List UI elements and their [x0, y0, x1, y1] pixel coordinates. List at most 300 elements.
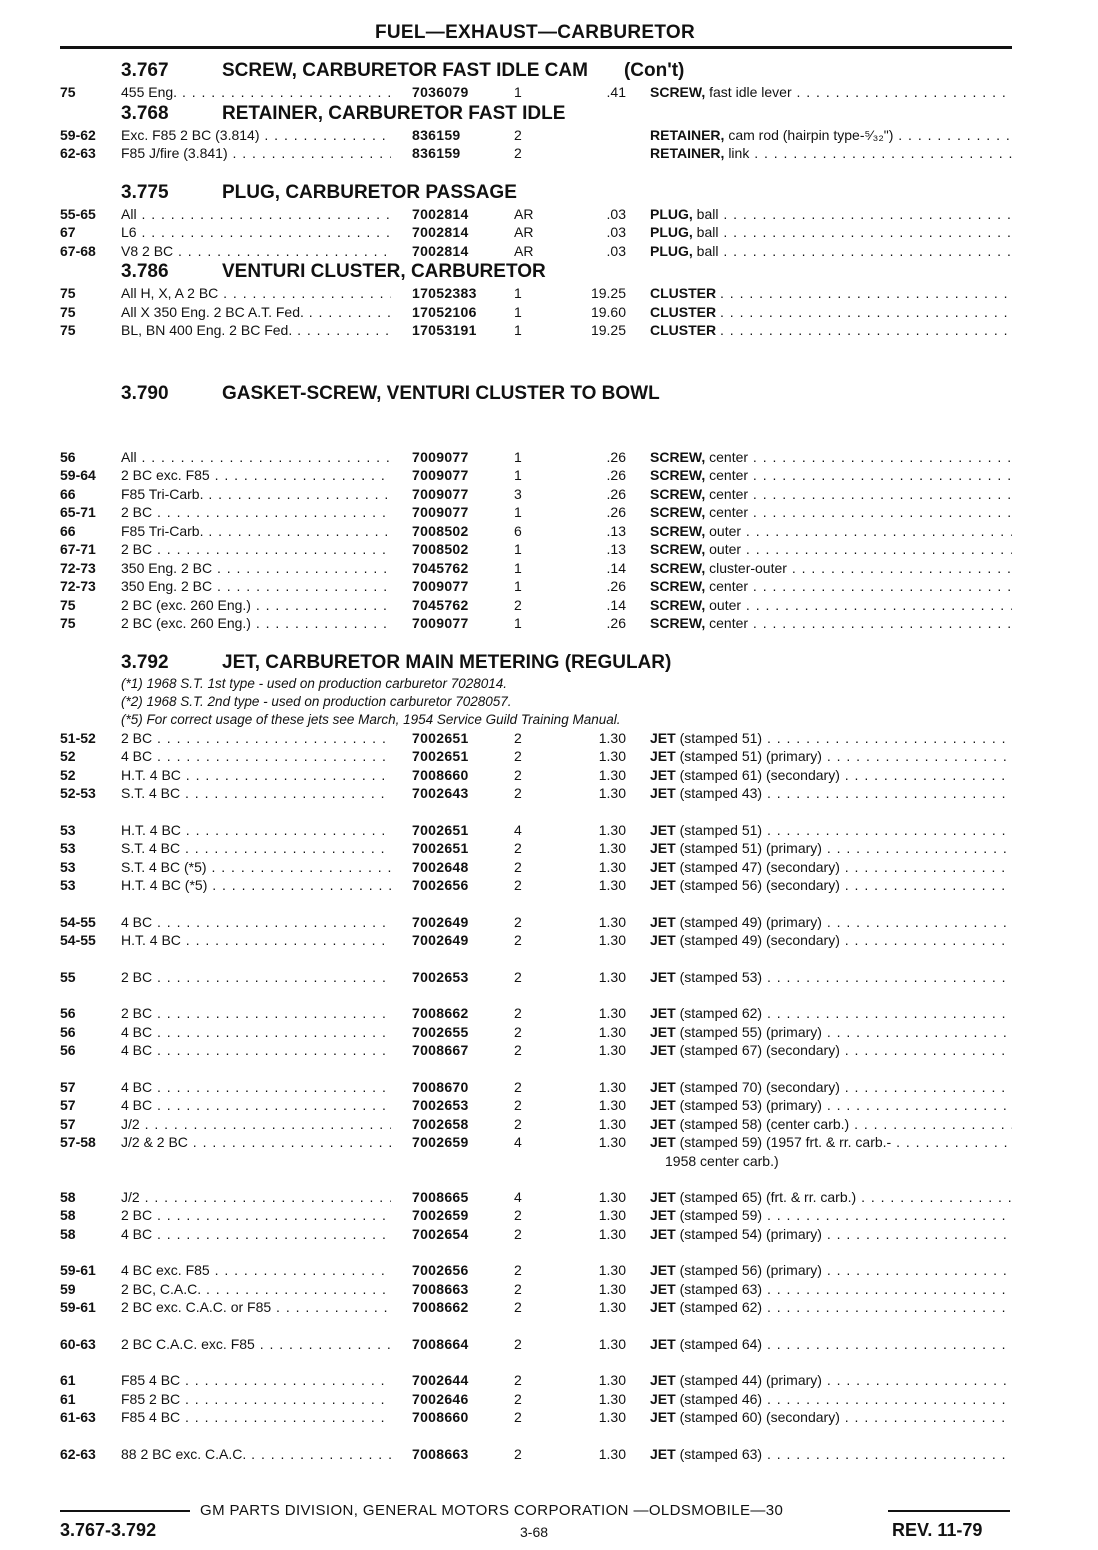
- application: H.T. 4 BC (*5) . . .: [121, 877, 391, 893]
- description-name: SCREW,: [650, 448, 706, 465]
- description-name: JET: [650, 1445, 676, 1462]
- description-name: SCREW,: [650, 504, 706, 520]
- parts-row: [0, 932, 1098, 951]
- description-detail: center: [709, 467, 749, 483]
- description-name: JET: [650, 858, 676, 875]
- part-number: 7002656: [412, 1262, 469, 1278]
- part-number: 7008502: [412, 522, 469, 539]
- year-range: 75: [60, 285, 76, 301]
- application: 2 BC . . .: [121, 1005, 391, 1021]
- description-detail: ball: [696, 224, 719, 240]
- description: [650, 785, 1012, 801]
- parts-row: [0, 285, 1098, 304]
- description: [650, 1079, 1012, 1095]
- price: .13: [606, 522, 626, 539]
- year-range: 57: [60, 1097, 76, 1113]
- quantity: 1: [514, 559, 522, 576]
- description-detail: outer: [709, 596, 742, 613]
- part-number: 7008663: [412, 1280, 469, 1297]
- section-title: [222, 383, 660, 405]
- section-title-text: SCREW, CARBURETOR FAST IDLE CAM: [222, 60, 588, 81]
- description-detail: center: [709, 578, 749, 594]
- spacer: [0, 407, 1098, 449]
- year-range: 59-62: [60, 126, 96, 143]
- year-range: 56: [60, 448, 76, 465]
- description-name: JET: [650, 785, 676, 801]
- application: F85 Tri-Carb. . . .: [121, 486, 391, 502]
- description: [650, 748, 1012, 764]
- parts-row: [0, 1116, 1098, 1135]
- parts-row: [0, 840, 1098, 859]
- description-name: SCREW,: [650, 485, 706, 502]
- year-range: 67: [60, 224, 76, 240]
- quantity: 2: [514, 785, 522, 801]
- description-detail: (stamped 49) (secondary): [679, 932, 840, 948]
- description-detail: (stamped 61) (secondary): [679, 766, 840, 783]
- footnote: (*5) For correct usage of these jets see March, 1954 Service Guild Training Manual.: [121, 711, 621, 727]
- application: All . . .: [121, 449, 391, 465]
- application: All X 350 Eng. 2 BC A.T. Fed. . . .: [121, 304, 391, 320]
- description: [650, 224, 1012, 240]
- description: [650, 1262, 1012, 1278]
- parts-row: [0, 1042, 1098, 1061]
- application: V8 2 BC . . .: [121, 243, 391, 259]
- description-detail: (stamped 62): [679, 1299, 763, 1315]
- description-name: RETAINER,: [650, 126, 725, 143]
- description: [650, 1336, 1012, 1352]
- application: H.T. 4 BC . . .: [121, 767, 391, 783]
- year-range: 59: [60, 1280, 76, 1297]
- application: F85 Tri-Carb. . . .: [121, 523, 391, 539]
- quantity: 2: [514, 729, 522, 746]
- price: 1.30: [598, 785, 626, 801]
- part-number: 7002659: [412, 1207, 469, 1223]
- price: .26: [606, 485, 626, 502]
- quantity: 2: [514, 1335, 522, 1352]
- price: 1.30: [598, 968, 626, 985]
- year-range: 51-52: [60, 729, 96, 746]
- description-name: SCREW,: [650, 578, 706, 594]
- description-detail: ball: [696, 242, 719, 259]
- quantity: 2: [514, 1299, 522, 1315]
- spacer: [0, 1061, 1098, 1079]
- description-name: JET: [650, 1097, 676, 1113]
- description-detail: (stamped 59) (1957 frt. & rr. carb.-: [679, 1134, 892, 1150]
- description-detail: (stamped 44) (primary): [679, 1372, 822, 1388]
- application: 350 Eng. 2 BC . . .: [121, 560, 391, 576]
- description-detail: (stamped 55) (primary): [679, 1023, 822, 1040]
- section-title: [222, 182, 517, 204]
- year-range: 61-63: [60, 1409, 96, 1425]
- year-range: 57: [60, 1115, 76, 1132]
- section-number: 3.775: [121, 181, 169, 203]
- description-name: JET: [650, 1280, 676, 1297]
- footer-section-range: 3.767-3.792: [60, 1520, 157, 1540]
- price: 1.30: [598, 840, 626, 856]
- description-name: JET: [650, 1409, 676, 1425]
- quantity: 2: [514, 126, 522, 143]
- part-number: 7009077: [412, 448, 469, 465]
- description-name: JET: [650, 1023, 676, 1040]
- price: 1.30: [598, 1023, 626, 1040]
- parts-row: [0, 1134, 1098, 1153]
- price: 1.30: [598, 877, 626, 893]
- year-range: 75: [60, 303, 76, 320]
- year-range: 75: [60, 84, 76, 100]
- price: 1.30: [598, 1097, 626, 1113]
- description-name: JET: [650, 968, 676, 985]
- parts-row: [0, 449, 1098, 468]
- year-range: 56: [60, 1005, 76, 1021]
- application: 2 BC . . .: [121, 541, 391, 557]
- parts-row: [0, 1372, 1098, 1391]
- quantity: 2: [514, 1445, 522, 1462]
- part-number: 7002646: [412, 1390, 469, 1407]
- spacer: [0, 634, 1098, 652]
- quantity: 1: [514, 322, 522, 338]
- quantity: 1: [514, 448, 522, 465]
- quantity: 1: [514, 578, 522, 594]
- quantity: 1: [514, 303, 522, 320]
- quantity: 2: [514, 913, 522, 930]
- parts-list: [0, 60, 1098, 1464]
- part-number: 7008665: [412, 1188, 469, 1205]
- year-range: 62-63: [60, 145, 96, 161]
- price: .26: [606, 578, 626, 594]
- application: 455 Eng. . . .: [121, 84, 391, 100]
- section-title-text: JET, CARBURETOR MAIN METERING (REGULAR): [222, 651, 672, 673]
- description-name: JET: [650, 1299, 676, 1315]
- quantity: 3: [514, 485, 522, 502]
- description: [650, 322, 1012, 338]
- footnote: (*2) 1968 S.T. 2nd type - used on production carburetor 7028057.: [121, 693, 512, 709]
- description-name: JET: [650, 1335, 676, 1352]
- section-number: 3.767: [121, 60, 169, 81]
- parts-row: [0, 1336, 1098, 1355]
- description: [650, 84, 1012, 100]
- description-name: JET: [650, 840, 676, 856]
- parts-row: [0, 578, 1098, 597]
- application: F85 4 BC . . .: [121, 1409, 391, 1425]
- section-heading: [0, 182, 1098, 206]
- application: S.T. 4 BC . . .: [121, 840, 391, 856]
- parts-row: [0, 206, 1098, 225]
- year-range: 52-53: [60, 785, 96, 801]
- section-title-text: RETAINER, CARBURETOR FAST IDLE: [222, 102, 566, 124]
- year-range: 57: [60, 1078, 76, 1095]
- part-number: 7002655: [412, 1023, 469, 1040]
- page-title: FUEL—EXHAUST—CARBURETOR: [374, 22, 696, 43]
- year-range: 75: [60, 615, 76, 631]
- description-name: JET: [650, 1225, 676, 1242]
- part-number: 7008667: [412, 1042, 469, 1058]
- year-range: 53: [60, 877, 76, 893]
- application: F85 2 BC . . .: [121, 1391, 391, 1407]
- year-range: 55-65: [60, 205, 96, 222]
- price: 1.30: [598, 858, 626, 875]
- part-number: 7002656: [412, 877, 469, 893]
- description: [650, 1299, 1012, 1315]
- description-detail: (stamped 60) (secondary): [679, 1409, 840, 1425]
- application: 4 BC . . .: [121, 914, 391, 930]
- description: [650, 1372, 1012, 1388]
- section-number: 3.786: [121, 261, 169, 282]
- price: .13: [606, 541, 626, 557]
- description-name: JET: [650, 766, 676, 783]
- description: [650, 127, 1012, 143]
- application: 2 BC . . .: [121, 730, 391, 746]
- part-number: 7009077: [412, 485, 469, 502]
- part-number: 7036079: [412, 84, 469, 100]
- description: [650, 145, 1012, 161]
- year-range: 53: [60, 821, 76, 838]
- spacer: [0, 164, 1098, 182]
- quantity: 2: [514, 1390, 522, 1407]
- description-name: CLUSTER: [650, 322, 717, 338]
- parts-row: [0, 615, 1098, 634]
- description-name: JET: [650, 1042, 676, 1058]
- quantity: 2: [514, 1280, 522, 1297]
- part-number: 7009077: [412, 578, 469, 594]
- year-range: 54-55: [60, 932, 96, 948]
- parts-row: [0, 1262, 1098, 1281]
- price: 1.30: [598, 766, 626, 783]
- year-range: 62-63: [60, 1445, 96, 1462]
- price: 1.30: [598, 1005, 626, 1021]
- quantity: 2: [514, 1409, 522, 1425]
- parts-row: [0, 1226, 1098, 1245]
- parts-row: [0, 1281, 1098, 1300]
- description: [650, 1005, 1012, 1021]
- part-number: 7045762: [412, 596, 469, 613]
- parts-row: [0, 767, 1098, 786]
- application: 2 BC . . .: [121, 1207, 391, 1223]
- footnote: (*1) 1968 S.T. 1st type - used on production carburetor 7028014.: [121, 675, 507, 691]
- description-detail: (stamped 59): [679, 1207, 763, 1223]
- application: 4 BC . . .: [121, 1097, 391, 1113]
- year-range: 59-64: [60, 467, 96, 483]
- application: J/2 . . .: [121, 1189, 391, 1205]
- parts-row: [0, 785, 1098, 804]
- part-number: 7002659: [412, 1134, 469, 1150]
- price: 1.30: [598, 932, 626, 948]
- application: 4 BC . . .: [121, 1024, 391, 1040]
- description-detail: outer: [709, 522, 742, 539]
- description: [650, 504, 1012, 520]
- application: 350 Eng. 2 BC . . .: [121, 578, 391, 594]
- application: 2 BC (exc. 260 Eng.) . . .: [121, 615, 391, 631]
- quantity: 2: [514, 1115, 522, 1132]
- application: 2 BC exc. F85 . . .: [121, 467, 391, 483]
- description-detail: (stamped 62): [679, 1005, 763, 1021]
- description: [650, 304, 1012, 320]
- parts-row: [0, 467, 1098, 486]
- description: [650, 730, 1012, 746]
- quantity: 1: [514, 467, 522, 483]
- parts-row: [0, 748, 1098, 767]
- part-number: 7002651: [412, 729, 469, 746]
- price: 1.30: [598, 1262, 626, 1278]
- price: 1.30: [598, 1409, 626, 1425]
- quantity: AR: [514, 224, 534, 240]
- year-range: 61: [60, 1390, 76, 1407]
- quantity: 2: [514, 596, 522, 613]
- parts-row: [0, 322, 1098, 341]
- description-name: JET: [650, 748, 676, 764]
- application: S.T. 4 BC (*5) . . .: [121, 859, 391, 875]
- application: 2 BC . . .: [121, 504, 391, 520]
- part-number: 7002651: [412, 821, 469, 838]
- application: 4 BC . . .: [121, 1079, 391, 1095]
- description-name: SCREW,: [650, 615, 706, 631]
- footer-page-number: 3-68: [520, 1524, 549, 1540]
- part-number: 7009077: [412, 615, 469, 631]
- quantity: 2: [514, 968, 522, 985]
- spacer: [0, 804, 1098, 822]
- description-detail: (stamped 53) (primary): [679, 1097, 822, 1113]
- quantity: 2: [514, 748, 522, 764]
- description-detail: fast idle lever: [709, 84, 792, 100]
- year-range: 59-61: [60, 1262, 96, 1278]
- price: .41: [606, 84, 626, 100]
- part-number: 7008663: [412, 1445, 469, 1462]
- price: 1.30: [598, 1299, 626, 1315]
- parts-row: [0, 822, 1098, 841]
- year-range: 75: [60, 322, 76, 338]
- price: 19.25: [590, 322, 626, 338]
- part-number: 7002649: [412, 932, 469, 948]
- application: H.T. 4 BC . . .: [121, 822, 391, 838]
- description-detail: center: [709, 485, 749, 502]
- price: 1.30: [598, 1134, 626, 1150]
- description: [650, 560, 1012, 576]
- description-name: SCREW,: [650, 559, 706, 576]
- description-name: CLUSTER: [650, 303, 717, 320]
- description: [650, 486, 1012, 502]
- year-range: 66: [60, 522, 76, 539]
- quantity: AR: [514, 242, 534, 259]
- quantity: 2: [514, 1078, 522, 1095]
- price: 1.30: [598, 1445, 626, 1462]
- year-range: 58: [60, 1225, 76, 1242]
- part-number: 7009077: [412, 504, 469, 520]
- section-title-text: PLUG, CARBURETOR PASSAGE: [222, 181, 517, 203]
- price: 1.30: [598, 1280, 626, 1297]
- description-detail: (stamped 63): [679, 1445, 763, 1462]
- parts-row: [0, 1409, 1098, 1428]
- quantity: 2: [514, 1042, 522, 1058]
- description: [650, 1281, 1012, 1297]
- part-number: 7002644: [412, 1372, 469, 1388]
- year-range: 67-68: [60, 242, 96, 259]
- application: 2 BC exc. C.A.C. or F85 . . .: [121, 1299, 391, 1315]
- part-number: 836159: [412, 145, 461, 161]
- description-name: PLUG,: [650, 205, 693, 222]
- parts-row: [0, 1446, 1098, 1465]
- description-detail: (stamped 70) (secondary): [679, 1078, 840, 1095]
- year-range: 67-71: [60, 541, 96, 557]
- section-title: [222, 103, 565, 125]
- price: 1.30: [598, 1042, 626, 1058]
- description-name: JET: [650, 1134, 676, 1150]
- description: [650, 1042, 1012, 1058]
- application: J/2 . . .: [121, 1116, 391, 1132]
- quantity: 2: [514, 1005, 522, 1021]
- description: [650, 877, 1012, 893]
- description: [650, 969, 1012, 985]
- description-detail: (stamped 63): [679, 1280, 763, 1297]
- description-name: JET: [650, 877, 676, 893]
- description-name: JET: [650, 729, 676, 746]
- parts-row: [0, 877, 1098, 896]
- description: [650, 578, 1012, 594]
- part-number: 7008664: [412, 1335, 469, 1352]
- description: [650, 840, 1012, 856]
- year-range: 53: [60, 858, 76, 875]
- description: [650, 1391, 1012, 1407]
- quantity: 1: [514, 84, 522, 100]
- year-range: 52: [60, 748, 76, 764]
- footer-revision: REV. 11-79: [892, 1520, 983, 1540]
- price: .26: [606, 467, 626, 483]
- spacer: [0, 896, 1098, 914]
- parts-row: [0, 914, 1098, 933]
- quantity: 6: [514, 522, 522, 539]
- year-range: 60-63: [60, 1335, 96, 1352]
- price: .26: [606, 448, 626, 465]
- description-detail: (stamped 51) (primary): [679, 748, 822, 764]
- price: 1.30: [598, 1078, 626, 1095]
- year-range: 54-55: [60, 913, 96, 930]
- quantity: 2: [514, 1225, 522, 1242]
- description-name: JET: [650, 1390, 676, 1407]
- description-detail: (stamped 47) (secondary): [679, 858, 840, 875]
- price: .03: [606, 205, 626, 222]
- quantity: 2: [514, 1023, 522, 1040]
- footer-rule-right: [888, 1510, 1010, 1512]
- description-detail: (stamped 67) (secondary): [679, 1042, 840, 1058]
- section-heading: [0, 60, 1098, 84]
- parts-row: [0, 560, 1098, 579]
- year-range: 57-58: [60, 1134, 96, 1150]
- price: 1.30: [598, 1207, 626, 1223]
- price: .03: [606, 242, 626, 259]
- application: 2 BC, C.A.C. . . .: [121, 1281, 391, 1297]
- description-detail: (stamped 58) (center carb.): [679, 1115, 850, 1132]
- description: [650, 243, 1012, 259]
- description-detail: (stamped 46): [679, 1390, 763, 1407]
- description-detail: center: [709, 504, 749, 520]
- application: L6 . . .: [121, 224, 391, 240]
- description-name: SCREW,: [650, 522, 706, 539]
- application: 4 BC . . .: [121, 1042, 391, 1058]
- description-name: JET: [650, 1207, 676, 1223]
- application: H.T. 4 BC . . .: [121, 932, 391, 948]
- quantity: 2: [514, 766, 522, 783]
- parts-row: [0, 1391, 1098, 1410]
- quantity: 2: [514, 145, 522, 161]
- price: 1.30: [598, 1390, 626, 1407]
- parts-row: [0, 523, 1098, 542]
- parts-row: [0, 1024, 1098, 1043]
- footer-rule-left: [60, 1510, 190, 1512]
- price: 1.30: [598, 729, 626, 746]
- part-number: 7008670: [412, 1078, 469, 1095]
- application: 4 BC exc. F85 . . .: [121, 1262, 391, 1278]
- application: F85 4 BC . . .: [121, 1372, 391, 1388]
- parts-row: [0, 1189, 1098, 1208]
- year-range: 59-61: [60, 1299, 96, 1315]
